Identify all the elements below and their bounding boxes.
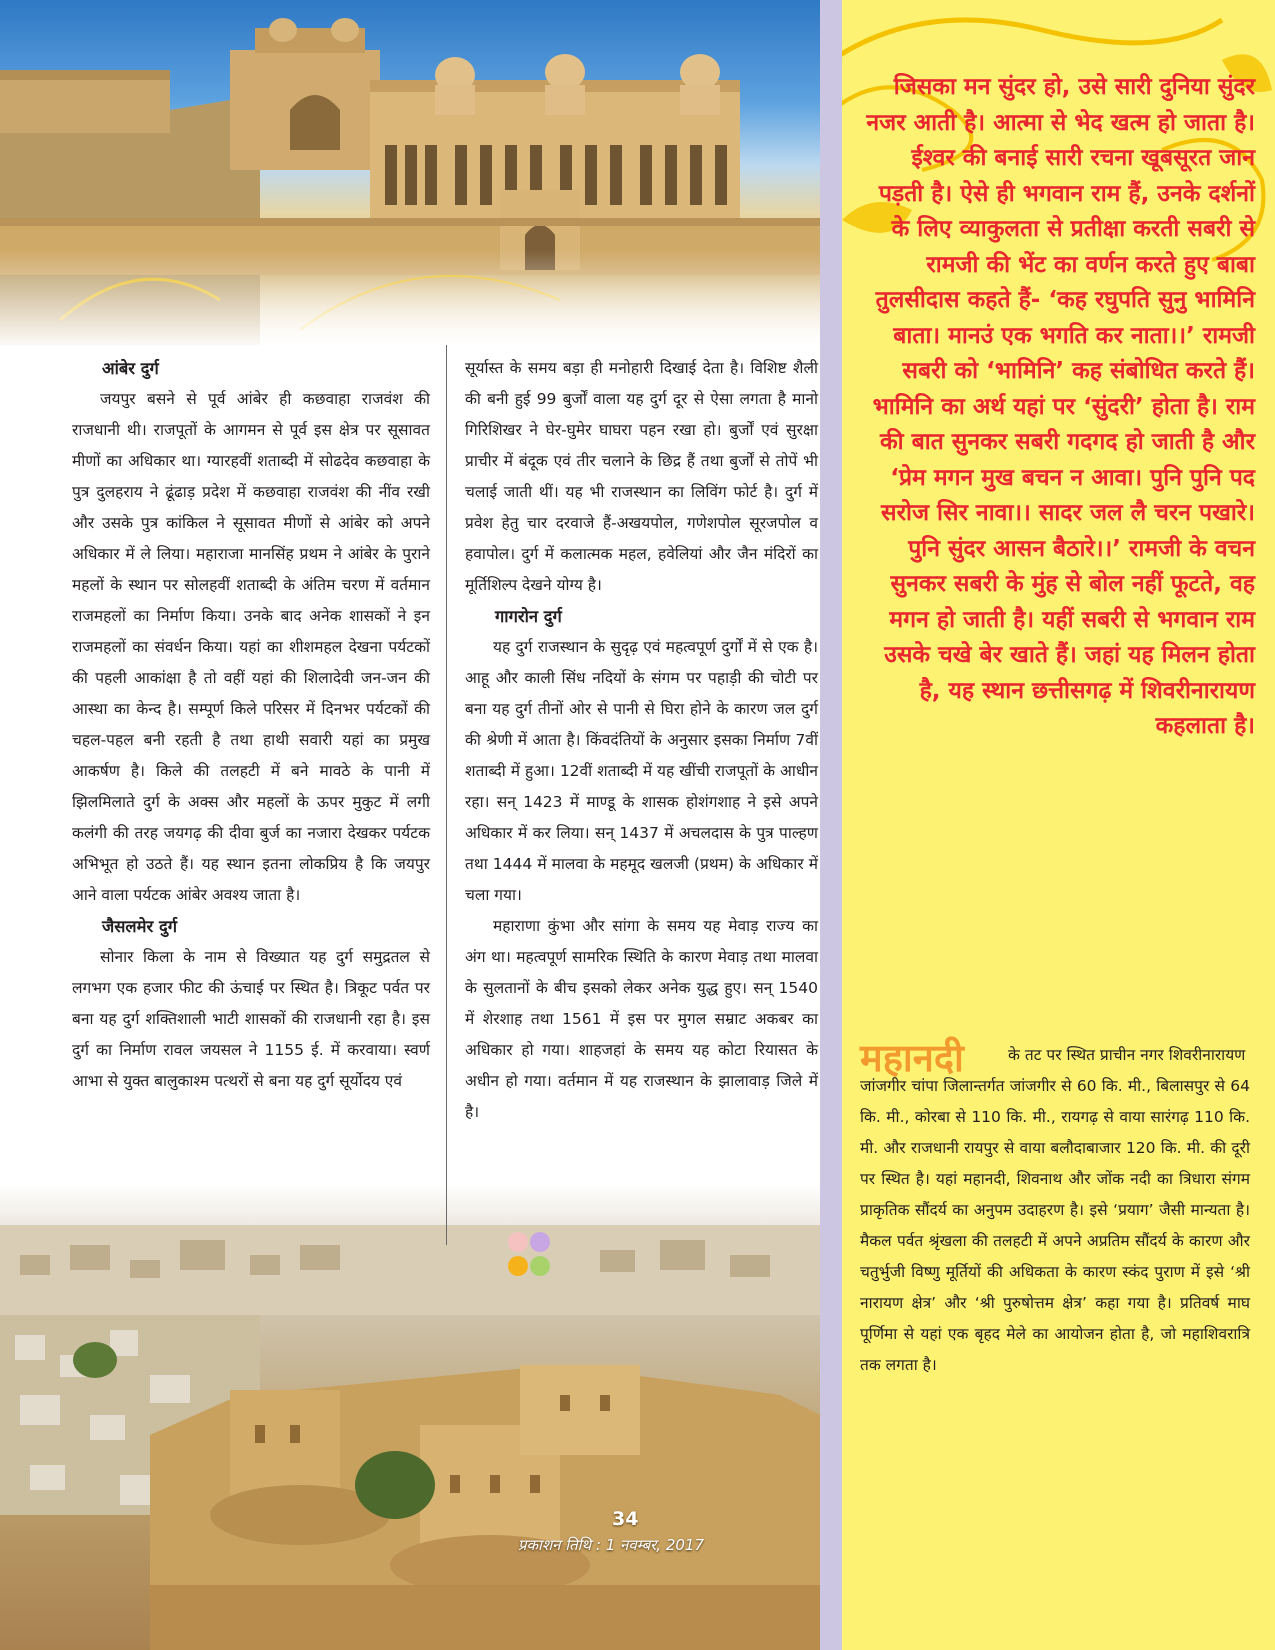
jaisalmer-fort-illustration	[0, 1185, 820, 1650]
publication-date: प्रकाशन तिथि : 1 नवम्बर, 2017	[518, 1536, 704, 1554]
decorative-dots-icon	[508, 1232, 554, 1278]
sidebar-stripe	[820, 0, 842, 1650]
paragraph-jaisalmer-continued: सूर्यास्त के समय बड़ा ही मनोहारी दिखाई देता है। विशिष्ट शैली की बनी हुई 99 बुर्जों वाला यह दुर्ग दूर से ऐसा लगता है मानो गिरिशिखर ने घेर-घुमेर घाघरा पहन रखा हो। बुर्जों एवं सुरक्षा प्राचीर में बंदूक एवं तीर चलाने के छिद्र हैं तथा बुर्जों से तोपें भी चलाई जाती थीं। यह भी राजस्थान का लिविंग फोर्ट है। दुर्ग में प्रवेश हेतु चार दरवाजे हैं-अखयपोल, गणेशपोल सूरजपोल व हवापोल। दुर्ग में कलात्मक महल, हवेलियां और जैन मंदिरों का मूर्तिशिल्प देखने योग्य है।	[465, 359, 818, 594]
page-number: 34	[612, 1508, 639, 1530]
left-column	[72, 353, 430, 1097]
heading-jaisalmer-fort: जैसलमेर दुर्ग	[102, 917, 177, 936]
mahanadi-heading: महानदी	[860, 1036, 964, 1080]
mahanadi-paragraph	[860, 1040, 1250, 1381]
sidebar-quote: जिसका मन सुंदर हो, उसे सारी दुनिया सुंदर नजर आती है। आत्मा से भेद खत्म हो जाता है। ईश्वर की बनाई सारी रचना खूबसूरत जान पड़ती है। ऐसे ही भगवान राम हैं, उनके दर्शनों के लिए व्याकुलता से प्रतीक्षा करती सबरी से रामजी की भेंट का वर्णन करते हुए बाबा तुलसीदास कहते हैं- ‘कह रघुपति सुनु भामिनि बाता। मानउं एक भगति कर नाता।।’ रामजी सबरी को ‘भामिनि’ कह संबोधित करते हैं। भामिनि का अर्थ यहां पर ‘सुंदरी’ होता है। राम की बात सुनकर सबरी गदगद हो जाती है और ‘प्रेम मगन मुख बचन न आवा। पुनि पुनि पद सरोज सिर नावा।। सादर जल लै चरन पखारे। पुनि सुंदर आसन बैठारे।।’ रामजी के वचन सुनकर सबरी के मुंह से बोल नहीं फूटते, वह मगन हो जाती है। यहीं सबरी से भगवान राम उसके चखे बेर खाते हैं। जहां यह मिलन होता है, यह स्थान छत्तीसगढ़ में शिवरीनारायण कहलाता है।	[866, 74, 1255, 739]
mahanadi-body-text: जांजगीर चांपा जिलान्तर्गत जांजगीर से 60 कि. मी., बिलासपुर से 64 कि. मी., कोरबा से 110 कि. मी., रायगढ़ से वाया सारंगढ़ 110 कि. मी. और राजधानी रायपुर से वाया बलौदाबाजार 120 कि. मी. की दूरी पर स्थित है। यहां महानदी, शिवनाथ और जोंक नदी का त्रिधारा संगम प्राकृतिक सौंदर्य का अनुपम उदाहरण है। इसे ‘प्रयाग’ जैसी मान्यता है। मैकल पर्वत श्रृंखला की तलहटी में अपने अप्रतिम सौंदर्य के कारण और चतुर्भुजी विष्णु मूर्तियों की अधिकता के कारण स्कंद पुराण में इसे ‘श्री नारायण क्षेत्र’ और ‘श्री पुरुषोत्तम क्षेत्र’ कहा गया है। प्रतिवर्ष माघ पूर्णिमा से यहां एक बृहद मेले का आयोजन होता है, जो महाशिवरात्रि तक लगता है।	[860, 1077, 1250, 1374]
jaisalmer-fort-photo	[0, 1185, 820, 1650]
heading-gagron-fort: गागरोन दुर्ग	[495, 607, 562, 626]
mahanadi-lead-text: के तट पर स्थित प्राचीन नगर शिवरीनारायण	[1008, 1046, 1246, 1064]
amber-fort-photo	[0, 0, 820, 345]
paragraph-amber-fort: जयपुर बसने से पूर्व आंबेर ही कछवाहा राजवंश की राजधानी थी। राजपूतों के आगमन से पूर्व इस क्षेत्र पर सूसावत मीणों का अधिकार था। ग्यारहवीं शताब्दी में सोढदेव कछवाहा के पुत्र दुलहराय ने ढूंढाड़ प्रदेश में कछवाहा राजवंश की नींव रखी और उसके पुत्र कांकिल ने सूसावत मीणों से आंबेर को अपने अधिकार में ले लिया। महाराजा मानसिंह प्रथम ने आंबेर के पुराने महलों के स्थान पर सोलहवीं शताब्दी के अंतिम चरण में वर्तमान राजमहलों का निर्माण किया। उनके बाद अनेक शासकों ने इन राजमहलों का संवर्धन किया। यहां का शीशमहल देखना पर्यटकों की पहली आकांक्षा है तो वहीं यहां की शिलादेवी जन-जन की आस्था का केन्द है। सम्पूर्ण किले परिसर में दिनभर पर्यटकों की चहल-पहल बनी रहती है तथा हाथी सवारी यहां का प्रमुख आकर्षण है। किले की तलहटी में बने मावठे के पानी में झिलमिलाते दुर्ग के अक्स और महलों के ऊपर मुकुट में लगी कलंगी की तरह जयगढ़ की दीवा बुर्ज का नजारा देखकर पर्यटक अभिभूत हो उठते हैं। यह स्थान इतना लोकप्रिय है कि जयपुर आने वाला पर्यटक आंबेर अवश्य जाता है।	[72, 390, 430, 904]
paragraph-gagron-history: महाराणा कुंभा और सांगा के समय यह मेवाड़ राज्य का अंग था। महत्वपूर्ण सामरिक स्थिति के कारण मेवाड़ तथा मालवा के सुलतानों के बीच इसको लेकर अनेक युद्ध हुए। सन् 1540 में शेरशाह तथा 1561 में इस पर मुगल सम्राट अकबर का अधिकार हो गया। शाहजहां के समय यह कोटा रियासत के अधीन हो गया। वर्तमान में यह राजस्थान के झालावाड़ जिले में है।	[465, 917, 818, 1121]
heading-amber-fort: आंबेर दुर्ग	[102, 359, 159, 378]
sidebar-panel	[842, 0, 1275, 1650]
paragraph-gagron-fort: यह दुर्ग राजस्थान के सुदृढ़ एवं महत्वपूर्ण दुर्गों में से एक है। आहू और काली सिंध नदियों के संगम पर पहाड़ी की चोटी पर बना यह दुर्ग तीनों ओर से पानी से घिरा होने के कारण जल दुर्ग की श्रेणी में आता है। किंवदंतियों के अनुसार इसका निर्माण 7वीं शताब्दी में हुआ। 12वीं शताब्दी में यह खींची राजपूतों के आधीन रहा। सन् 1423 में माण्डू के शासक होशंगशाह ने इसे अपने अधिकार में कर लिया। सन् 1437 में अचलदास के पुत्र पाल्हण तथा 1444 में मालवा के महमूद खलजी (प्रथम) के अधिकार में चला गया।	[465, 638, 818, 904]
paragraph-jaisalmer-fort: सोनार किला के नाम से विख्यात यह दुर्ग समुद्रतल से लगभग एक हजार फीट की ऊंचाई पर स्थित है। त्रिकूट पर्वत पर बना यह दुर्ग शक्तिशाली भाटी शासकों की राजधानी रहा है। इस दुर्ग का निर्माण रावल जयसल ने 1155 ई. में करवाया। स्वर्ण आभा से युक्त बालुकाश्म पत्थरों से बना यह दुर्ग सूर्योदय एवं	[72, 948, 430, 1090]
column-divider	[446, 345, 447, 1245]
middle-column	[465, 353, 818, 1128]
